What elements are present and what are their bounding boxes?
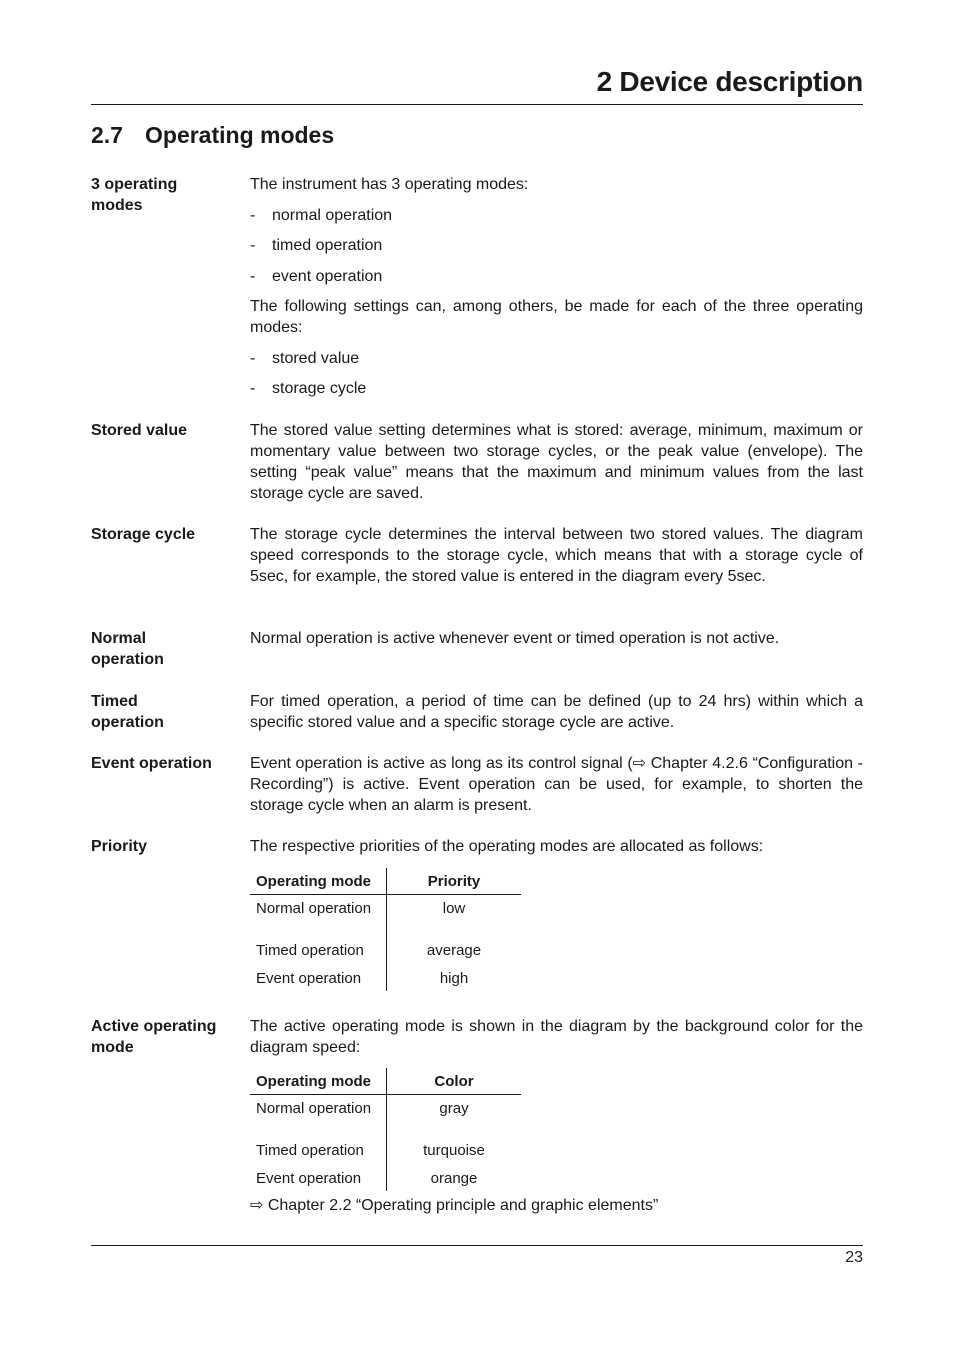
table-header-row xyxy=(250,1068,521,1095)
section-title-text: Operating modes xyxy=(145,122,335,148)
header-rule xyxy=(91,104,863,105)
chapter-title: 2 Device description xyxy=(596,66,863,97)
list-item: - normal operation xyxy=(250,207,393,224)
table-cell: Normal operation xyxy=(250,1095,387,1142)
table-cell: turquoise xyxy=(423,1142,485,1159)
table-row xyxy=(250,941,521,969)
list-item: - storage cycle xyxy=(250,380,367,397)
event-operation-text: Event operation is active as long as its control signal (⇨ Chapter 4.2.6 “Configuration - Recording”) is active. Event operation can be used, for example, to shorten the storage cycle when an alarm is present. xyxy=(250,755,863,814)
table-header: Operating mode xyxy=(250,868,387,895)
table-row xyxy=(250,969,521,991)
priority-text: The respective priorities of the operating modes are allocated as follows: xyxy=(250,838,764,855)
footer-rule xyxy=(91,1245,863,1246)
table-row xyxy=(250,895,521,942)
list-item: - stored value xyxy=(250,350,360,367)
normal-operation-text: Normal operation is active whenever event or timed operation is not active. xyxy=(250,630,780,647)
table-cell: Normal operation xyxy=(250,895,387,942)
table-header: Operating mode xyxy=(250,1068,387,1095)
table-header: Color xyxy=(387,1068,522,1095)
stored-value-label: Stored value xyxy=(91,422,188,439)
table-cell: Event operation xyxy=(250,1169,387,1191)
timed-operation-text: For timed operation, a period of time can be defined (up to 24 hrs) within which a specific stored value and a specific storage cycle are active. xyxy=(250,693,863,731)
list-item: - event operation xyxy=(250,268,383,285)
table-cell: Timed operation xyxy=(250,1141,387,1169)
list-item: - timed operation xyxy=(250,237,383,254)
color-table xyxy=(250,1068,521,1191)
storage-cycle-text: The storage cycle determines the interval between two stored values. The diagram speed corresponds to the storage cycle, which means that with a storage cycle of 5sec, for example, the stored value is entered in the diagram every 5sec. xyxy=(250,526,863,585)
active-mode-text: The active operating mode is shown in the diagram by the background color for the diagram speed: xyxy=(250,1018,863,1056)
modes-label: 3 operating modes xyxy=(91,176,178,214)
table-cell: low xyxy=(442,900,466,917)
table-row xyxy=(250,1169,521,1191)
table-cell: Timed operation xyxy=(250,941,387,969)
table-header: Priority xyxy=(387,868,522,895)
table-row xyxy=(250,1141,521,1169)
table-cell: orange xyxy=(430,1170,478,1187)
normal-operation-label: Normal operation xyxy=(91,630,164,668)
table-row xyxy=(250,1095,521,1142)
stored-value-text: The stored value setting determines what is stored: average, minimum, maximum or momentary value between two storage cycles, or the peak value (envelope). The setting “peak value” means that the maximum and minimum values from the last storage cycle are saved. xyxy=(250,422,863,502)
table-cell: Event operation xyxy=(250,969,387,991)
modes-intro: The instrument has 3 operating modes: xyxy=(250,176,529,193)
table-cell: average xyxy=(426,942,482,959)
storage-cycle-label: Storage cycle xyxy=(91,526,196,543)
table-header-row xyxy=(250,868,521,895)
section-title xyxy=(91,122,334,149)
timed-operation-label: Timed operation xyxy=(91,693,164,731)
chapter-reference-link[interactable]: ⇨ Chapter 2.2 “Operating principle and graphic elements” xyxy=(250,1197,659,1214)
page-number: 23 xyxy=(845,1249,863,1266)
table-cell: high xyxy=(439,970,469,987)
event-operation-label: Event operation xyxy=(91,755,212,772)
settings-intro: The following settings can, among others, be made for each of the three operating modes: xyxy=(250,298,863,336)
table-cell: gray xyxy=(439,1100,469,1117)
priority-label: Priority xyxy=(91,838,148,855)
priority-table xyxy=(250,868,521,991)
active-mode-label: Active operating mode xyxy=(91,1018,217,1056)
section-number: 2.7 xyxy=(91,122,123,148)
